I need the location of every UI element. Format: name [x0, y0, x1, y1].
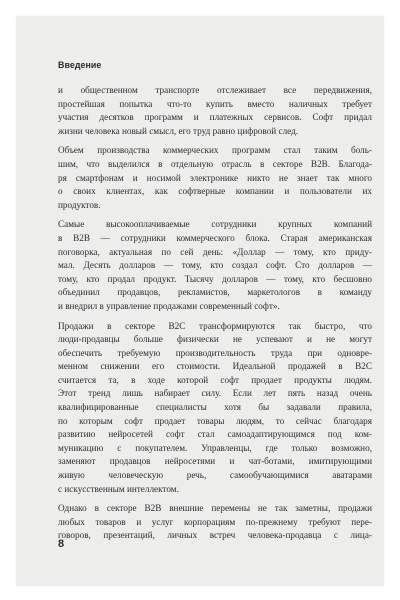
text-line: продуктов.	[58, 199, 101, 210]
text-line: люди-продавцы больше физически не успевают и не могут	[58, 334, 372, 345]
text-line: участия десятков программ и платежных сервисов. Софт придал	[58, 112, 372, 123]
text-line: жизни человека новый смысл, его труд равно цифровой след.	[58, 125, 299, 136]
text-line: Однако в секторе B2B внешние перемены не так заметны, продажи	[58, 503, 372, 514]
text-line: по которым софт продает товары людям, то сейчас благодаря	[58, 415, 372, 426]
text-line: и внедрил в управление продажами современный софт».	[58, 300, 280, 311]
text-line: объединил продавцов, рекламистов, маркетологов в команду	[58, 287, 372, 298]
text-line: Продажи в секторе B2C трансформируются так быстро, что	[58, 320, 372, 331]
text-line: считается та, в ходе которой софт продает продукты людям.	[58, 374, 372, 385]
paragraph-3	[58, 218, 372, 313]
text-line: простейшая попытка что-то купить вместо наличных требует	[58, 98, 372, 109]
paragraph-5	[58, 502, 372, 543]
text-line: менном снижении его стоимости. Идеальной продажей в B2C	[58, 361, 372, 372]
text-line: тому, кто продал продукт. Тысячу долларов — тому, кто бесшовно	[58, 273, 372, 284]
text-line: Самые высокооплачиваемые сотрудники крупных компаний	[58, 219, 372, 230]
text-line: любых товаров и услуг корпорациям по-прежнему требуют пере-	[58, 516, 372, 527]
text-line: ря смартфонам и носимой электронике никто не знает так много	[58, 172, 372, 183]
text-line: живую человеческую речь, самообучающимися аватарами	[58, 470, 372, 481]
text-line: Этот тренд лишь набирает силу. Если лет пять назад очень	[58, 388, 372, 399]
text-line: и общественном транспорте отслеживает все передвижения,	[58, 85, 372, 95]
text-line: мал. Десять долларов — тому, кто создал софт. Сто долларов —	[58, 260, 372, 271]
paragraph-2	[58, 144, 372, 212]
text-line: с искусственным интеллектом.	[58, 483, 179, 494]
text-line: муникацию с покупателем. Управленцы, где только возможно,	[58, 442, 372, 453]
text-line: шим, что выделился в отдельную отрасль в секторе B2B. Благода-	[58, 158, 372, 169]
text-line: квалифицированные специалисты хотя бы задавали правила,	[58, 402, 372, 413]
text-line: поговорка, актуальная по сей день: «Доллар — тому, кто приду-	[58, 246, 372, 257]
body-text	[58, 84, 372, 543]
text-line: обеспечить требуемую производительность труда при одновре-	[58, 347, 372, 358]
book-page	[16, 16, 384, 586]
paragraph-4	[58, 320, 372, 497]
running-head: Введение	[58, 60, 102, 70]
text-line: о своих клиентах, как софтверные компании и пользователи их	[58, 186, 372, 197]
text-line: Объем производства коммерческих программ стал таким боль-	[58, 145, 372, 156]
text-line: развитию нейросетей софт стал самоадаптирующимся под ком-	[58, 429, 372, 440]
text-line: заменяют продавцов нейросетями и чат-ботами, имитирующими	[58, 456, 372, 467]
text-line: в B2B — сотрудники коммерческого блока. Старая американская	[58, 232, 372, 243]
text-line: говоров, презентаций, личных встреч человека-продавца с лица-	[58, 530, 372, 541]
page-number: 8	[58, 538, 65, 550]
paragraph-1	[58, 84, 372, 138]
